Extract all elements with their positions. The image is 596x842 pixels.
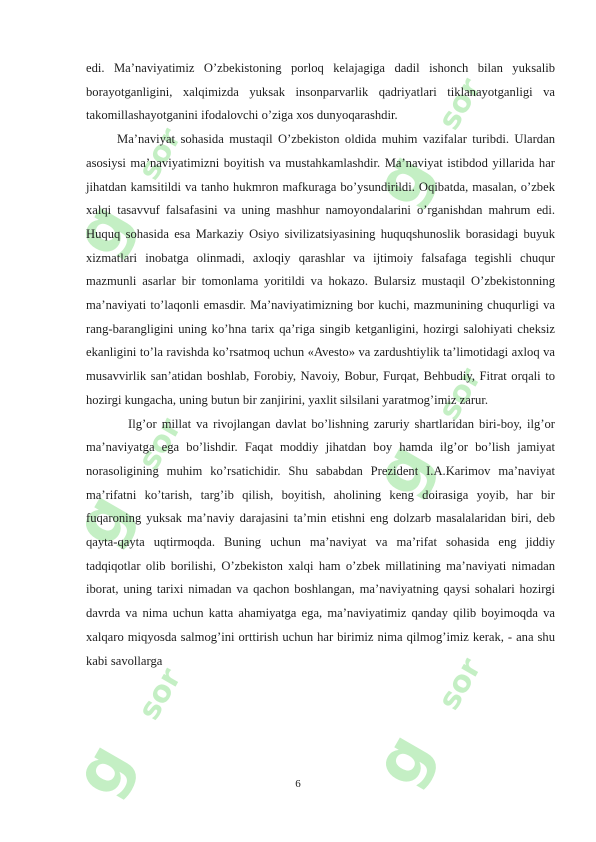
svg-text:sor: sor (131, 122, 189, 187)
svg-text:g: g (359, 721, 447, 798)
body-text (86, 57, 555, 673)
page-number: 6 (295, 778, 301, 790)
svg-text:sor: sor (431, 652, 489, 717)
svg-text:g: g (359, 431, 447, 508)
svg-text:sor: sor (431, 362, 489, 427)
svg-text:g: g (59, 481, 147, 558)
paragraph-2: Ma’naviyat sohasida mustaqil O’zbekiston oldida muhim vazifalar turibdi. Ulardan asosiysi ma’naviyatimizni boyitish va mustahkamlashdir. Ma’naviyat istibdod yillarida har jihatdan kamsitildi va tanho hukmron mafkuraga bo’ysundirildi. Oqibatda, masalan, o’zbek xalqi tasavvuf falsafasini va uning mashhur namoyondalarini o’rganishdan mahrum edi. Huquq sohasida esa Markaziy Osiyo sivilizatsiyasining huquqshunoslik borasidagi buyuk xizmatlari inobatga olinmadi, axloqiy qarashlar va ijtimoiy falsafaga tegishli chuqur mazmunli asarlar bir tomonlama yoritildi va hokazo. Bularsiz mustaqil O’zbekistonning ma’naviyati to’laqonli emasdir. Ma’naviyatimizning bor kuchi, mazmunining chuqurligi va rang-barangligini uning ko’hna tarix qa’riga singib ketganligini, hozirgi salohiyati cheksiz ekanligini to’la ravishda ko’rsatmoq uchun «Avesto» va zardushtiylik ta’limotidagi axloq va musavvirlik san’atidan boshlab, Forobiy, Navoiy, Bobur, Furqat, Behbudiy, Fitrat orqali to hozirgi kungacha, uning butun bir zanjirini, yaxlit silsilani yaratmog’imiz zarur. (86, 132, 555, 407)
svg-text:sor: sor (431, 72, 489, 137)
watermark-glyph: g (59, 191, 147, 268)
svg-text:g: g (59, 731, 147, 808)
paragraph-1: edi. Ma’naviyatimiz O’zbekistoning porloq kelajagiga dadil ishonch bilan yuksalib borayotganligini, xalqimizda yuksak insonparvarlik qadriyatlari tiklanayotganligi va takomillashayotganini ifodalovchi o’ziga xos dunyoqarashdir. (86, 61, 555, 123)
svg-text:sor: sor (131, 662, 189, 727)
svg-text:sor: sor (131, 412, 189, 477)
paragraph-3: Ilg’or millat va rivojlangan davlat bo’lishning zaruriy shartlaridan biri-boy, ilg’or ma’naviyatga ega bo’lishdir. Faqat moddiy jihatdan boy hamda ilg’or bo’lish jamiyat norasoligining muhim ko’rsatichidir. Shu sababdan Prezident I.A.Karimov ma’naviyat ma’rifatni ko’tarish, targ’ib qilish, boyitish, aholining keng doirasiga yoyib, har bir fuqaroning yuksak ma’naviy darajasini ta’min etishni eng dolzarb masalalaridan biri, deb qayta-qayta uqtirmoqda. Buning uchun ma’naviyat va ma’rifat sohasida eng jiddiy tadqiqotlar olib borilishi, O’zbekiston xalqi ham o’zbek millatining ma’naviyati nimadan iborat, uning tarixi nimadan va qachon boshlangan, ma’naviyatning qaysi sohalari hozirgi davrda va nima uchun katta ahamiyatga ega, ma’naviyatimiz qanday qilib boyimoqda va xalqaro miqyosda salmog’ini orttirish uchun har birimiz nima qilmog’imiz kerak, - ana shu kabi savollarga (86, 416, 555, 668)
svg-text:g: g (359, 141, 447, 218)
